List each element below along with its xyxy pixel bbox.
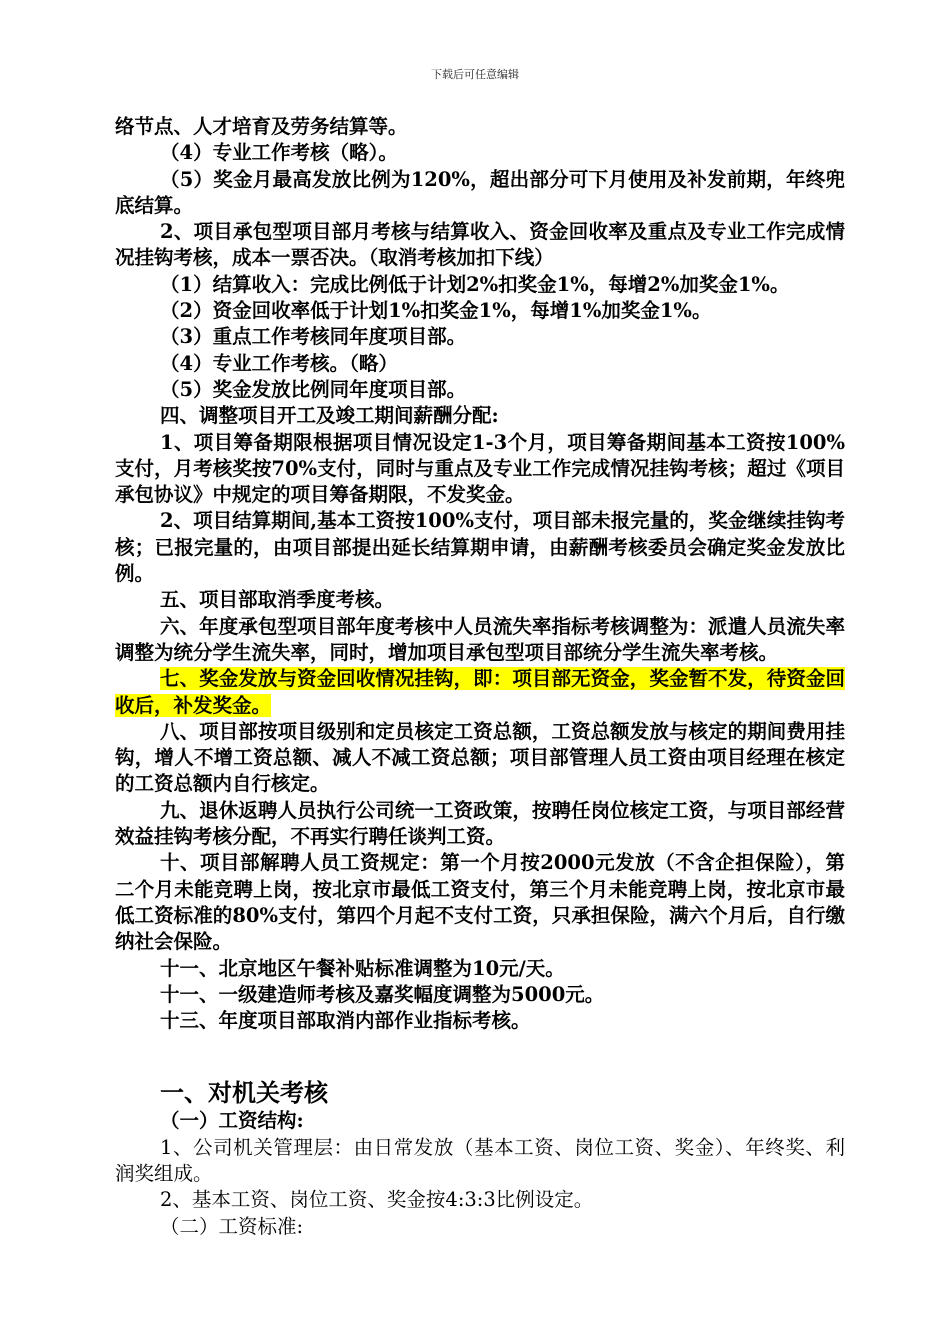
section-body <box>115 1108 845 1239</box>
policy-paragraph: （4）专业工作考核。（略） <box>160 351 398 375</box>
section-paragraph: （二）工资标准: <box>160 1214 304 1238</box>
policy-paragraph: （1）结算收入：完成比例低于计划2%扣奖金1%，每增2%加奖金1%。 <box>160 272 790 296</box>
section-paragraph: 1、公司机关管理层：由日常发放（基本工资、岗位工资、奖金）、年终奖、利润奖组成。 <box>115 1135 845 1185</box>
policy-paragraph: 2、项目承包型项目部月考核与结算收入、资金回收率及重点及专业工作完成情况挂钩考核，成本一票否决。（取消考核加扣下线） <box>115 220 845 270</box>
policy-paragraph: （2）资金回收率低于计划1%扣奖金1%，每增1%加奖金1%。 <box>160 299 712 323</box>
policy-paragraph: （5）奖金月最高发放比例为120%，超出部分可下月使用及补发前期，年终兜底结算。 <box>115 167 845 217</box>
section-heading: 一、对机关考核 <box>160 1078 328 1108</box>
policy-paragraph: 十、项目部解聘人员工资规定：第一个月按2000元发放（不含企担保险），第二个月未能竞聘上岗，按北京市最低工资支付，第三个月未能竞聘上岗，按北京市最低工资标准的80%支付，第四个月起不支付工资，只承担保险，满六个月后，自行缴纳社会保险。 <box>115 851 845 954</box>
policy-paragraph: 十一、北京地区午餐补贴标准调整为10元/天。 <box>160 956 565 980</box>
policy-paragraph: 六、年度承包型项目部年度考核中人员流失率指标考核调整为：派遣人员流失率调整为统分学生流失率，同时，增加项目承包型项目部统分学生流失率考核。 <box>115 614 845 664</box>
policy-items <box>115 114 845 1034</box>
policy-paragraph: 十三、年度项目部取消内部作业指标考核。 <box>160 1009 531 1033</box>
policy-paragraph: 1、项目筹备期限根据项目情况设定1-3个月，项目筹备期间基本工资按100%支付，月考核奖按70%支付，同时与重点及专业工作完成情况挂钩考核；超过《项目承包协议》中规定的项目筹备期限，不发奖金。 <box>115 430 845 507</box>
policy-paragraph: 2、项目结算期间,基本工资按100%支付，项目部未报完量的，奖金继续挂钩考核；已报完量的，由项目部提出延长结算期申请，由薪酬考核委员会确定奖金发放比例。 <box>115 509 845 586</box>
highlighted-text: 七、奖金发放与资金回收情况挂钩，即：项目部无资金，奖金暂不发，待资金回收后，补发奖金。 <box>115 667 845 717</box>
section-gap <box>115 1034 845 1078</box>
page-header: 下载后可任意编辑 <box>431 68 519 81</box>
document-body <box>115 114 845 1240</box>
policy-paragraph: （5）奖金发放比例同年度项目部。 <box>160 377 467 401</box>
policy-paragraph: 四、调整项目开工及竣工期间薪酬分配: <box>160 404 499 428</box>
policy-paragraph: （4）专业工作考核（略）。 <box>160 141 398 165</box>
policy-paragraph: 五、项目部取消季度考核。 <box>160 588 395 612</box>
policy-paragraph <box>115 666 845 719</box>
section-paragraph: （一）工资结构: <box>160 1109 304 1133</box>
policy-paragraph: 九、退休返聘人员执行公司统一工资政策，按聘任岗位核定工资，与项目部经营效益挂钩考核分配，不再实行聘任谈判工资。 <box>115 798 845 849</box>
policy-paragraph: （3）重点工作考核同年度项目部。 <box>160 325 467 349</box>
policy-paragraph: 十一、一级建造师考核及嘉奖幅度调整为5000元。 <box>160 982 605 1006</box>
policy-paragraph: 八、项目部按项目级别和定员核定工资总额，工资总额发放与核定的期间费用挂钩，增人不增工资总额、减人不减工资总额；项目部管理人员工资由项目经理在核定的工资总额内自行核定。 <box>115 719 845 796</box>
section-paragraph: 2、基本工资、岗位工资、奖金按4:3:3比例设定。 <box>160 1188 594 1212</box>
policy-paragraph: 络节点、人才培育及劳务结算等。 <box>115 115 408 138</box>
